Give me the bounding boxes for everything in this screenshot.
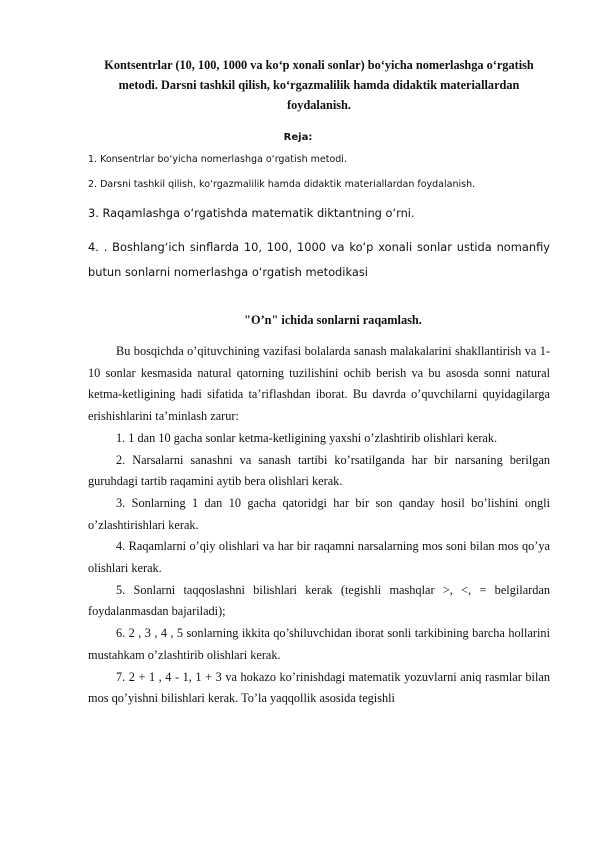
plan-item-3: 3. Raqamlashga o‘rgatishda matematik diktantning o‘rni. bbox=[88, 206, 415, 220]
paragraph-item-7: 7. 2 + 1 , 4 - 1, 1 + 3 va hokazo ko’rinishdagi matematik yozuvlarni aniq rasmlar bilan mos qo’yishni bilishlari kerak. To’la yaqqollik asosida tegishli bbox=[88, 669, 550, 706]
paragraph-item-4: 4. Raqamlarni o’qiy olishlari va har bir raqamni narsalarning mos soni bilan mos qo’ya olishlari kerak. bbox=[88, 539, 550, 576]
paragraph-item-5: 5. Sonlarni taqqoslashni bilishlari kerak (tegishli mashqlar >, <, = belgilardan foydalanmasdan bajariladi); bbox=[88, 582, 550, 619]
paragraph-item-1: 1. 1 dan 10 gacha sonlar ketma-ketligining yaxshi o’zlashtirib olishlari kerak. bbox=[116, 430, 498, 445]
paragraph-intro: Bu bosqichda o’qituvchining vazifasi bolalarda sanash malakalarini shakllantirish va 1-10 sonlar kesmasida natural qatorning tuzilishini ochib berish va bu asosda sonni natural ketma-ketligining hadi sifatida ta’riflashdan iborat. Bu davrda o’quvchilarni quyidagilarga erishishlarini ta’minlash zarur: bbox=[88, 344, 550, 424]
paragraph-item-3: 3. Sonlarning 1 dan 10 gacha qatoridgi har bir son qanday hosil bo’lishini ongli o’zlashtirishlari kerak. bbox=[88, 495, 550, 532]
plan-heading: Reja: bbox=[283, 132, 313, 143]
section-title: "O’n" ichida sonlarni raqamlash. bbox=[244, 313, 422, 327]
plan-item-1: 1. Konsentrlar bo‘yicha nomerlashga o‘rgatish metodi. bbox=[88, 154, 347, 165]
paragraph-item-2: 2. Narsalarni sanashni va sanash tartibi ko’rsatilganda har bir narsaning berilgan guruhdagi tartib raqamini aytib bera olishlari kerak. bbox=[88, 452, 550, 489]
plan-item-2: 2. Darsni tashkil qilish, ko‘rgazmalilik hamda didaktik materiallardan foydalanish. bbox=[88, 179, 476, 190]
plan-item-4: 4. . Boshlang‘ich sinflarda 10, 100, 1000 va ko‘p xonali sonlar ustida nomanfiy butun sonlarni nomerlashga o‘rgatish metodikasi bbox=[88, 240, 550, 279]
document-title: Kontsentrlar (10, 100, 1000 va ko‘p xonali sonlar) bo‘yicha nomerlashga o‘rgatish metodi. Darsni tashkil qilish, ko‘rgazmalilik hamda didaktik materiallardan foydalanish. bbox=[104, 58, 534, 112]
paragraph-item-6: 6. 2 , 3 , 4 , 5 sonlarning ikkita qo’shiluvchidan iborat sonli tarkibining barcha hollarini mustahkam o’zlashtirib olishlari kerak. bbox=[88, 626, 550, 662]
body-text bbox=[88, 341, 550, 710]
